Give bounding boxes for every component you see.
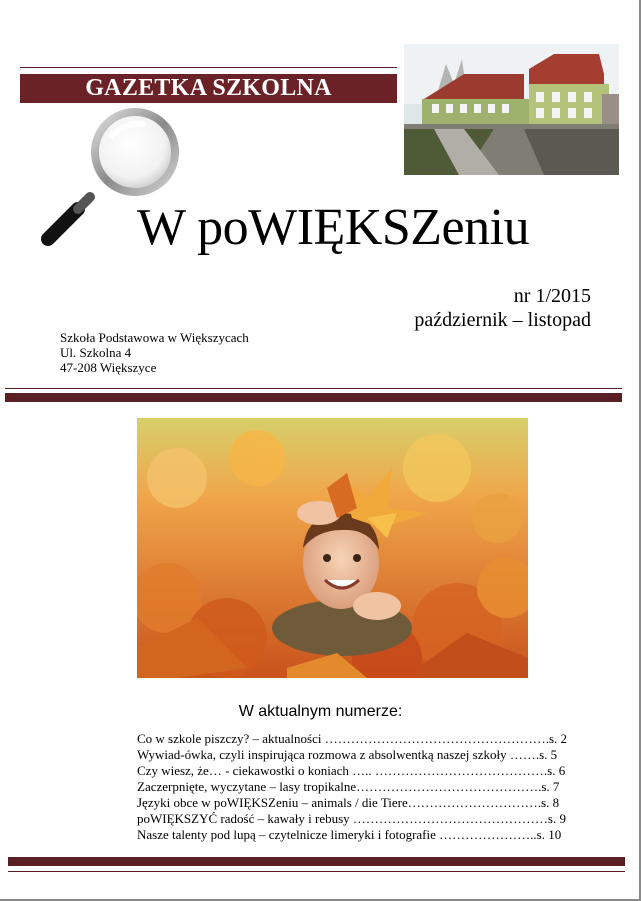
toc-item: Czy wiesz, że… - ciekawostki o koniach ….. ………………………………….s. 6 xyxy=(137,763,566,778)
address-line: 47-208 Większyce xyxy=(60,360,157,375)
top-rule xyxy=(20,67,397,68)
autumn-leaves-photo xyxy=(137,418,528,678)
header-divider-thick xyxy=(5,393,622,402)
school-address xyxy=(60,330,249,375)
address-line: Ul. Szkolna 4 xyxy=(60,345,132,360)
toc-item: Wywiad-ówka, czyli inspirująca rozmowa z absolwentką naszej szkoły …….s. 5 xyxy=(137,747,558,762)
toc-item: Nasze talenty pod lupą – czytelnicze limeryki i fotografie …………………..s. 10 xyxy=(137,827,562,842)
header-divider-thin xyxy=(5,388,622,389)
table-of-contents xyxy=(137,731,567,843)
address-line: Szkoła Podstawowa w Większycach xyxy=(60,330,249,345)
newspaper-title: W poWIĘKSZeniu xyxy=(137,199,530,256)
footer-divider-thick xyxy=(8,857,625,866)
toc-heading: W aktualnym numerze: xyxy=(238,703,403,720)
toc-item: Języki obce w poWIĘKSZeniu – animals / die Tiere………………………….s. 8 xyxy=(137,795,560,810)
newspaper-banner: GAZETKA SZKOLNA xyxy=(20,74,397,103)
toc-item: Zaczerpnięte, wyczytane – lasy tropikalne…………………………………….s. 7 xyxy=(137,779,560,794)
footer-divider-thin xyxy=(8,871,625,872)
toc-item: Co w szkole piszczy? – aktualności …………………………………………….s. 2 xyxy=(137,731,568,746)
issue-info xyxy=(414,284,591,332)
issue-number: nr 1/2015 xyxy=(513,285,591,307)
school-building-photo xyxy=(404,44,619,175)
toc-item: poWIĘKSZYĆ radość – kawały i rebusy ………………………………………s. 9 xyxy=(137,811,566,826)
issue-period: październik – listopad xyxy=(414,309,591,331)
